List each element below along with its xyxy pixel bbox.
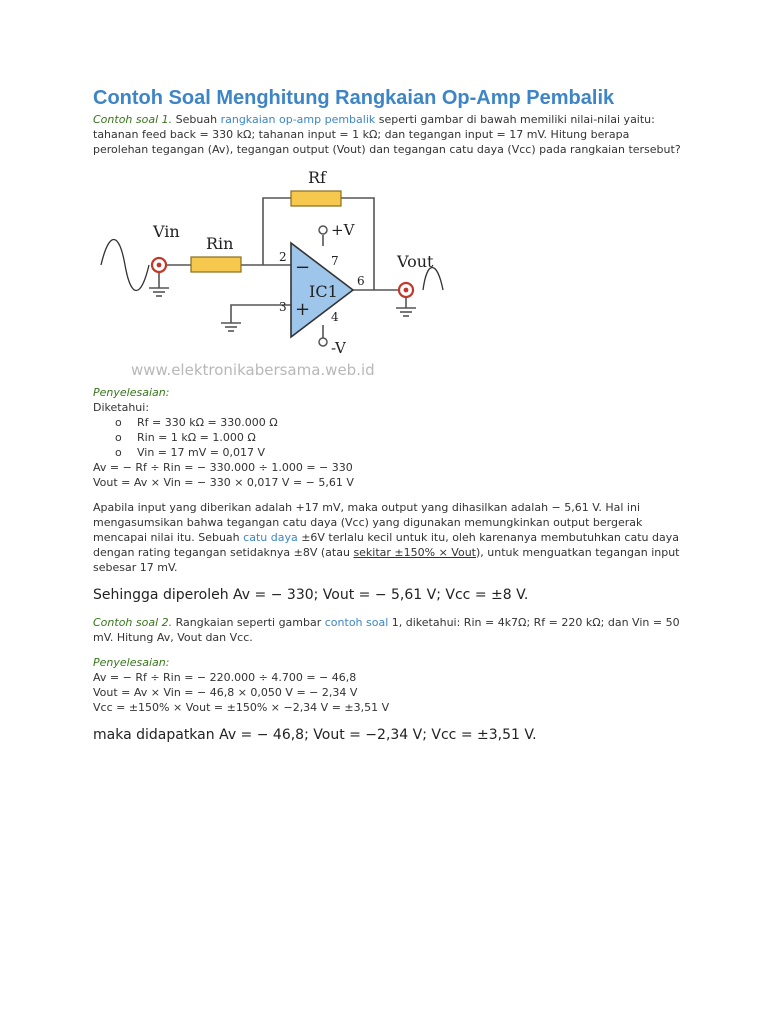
circuit-diagram <box>91 163 683 381</box>
solution-2-vout: Vout = Av × Vin = − 46,8 × 0,050 V = − 2,34 V <box>93 686 358 699</box>
solution-2-av: Av = − Rf ÷ Rin = − 220.000 ÷ 4.700 = − 46,8 <box>93 671 357 684</box>
bullet: o <box>115 416 122 429</box>
example-1-intro <box>93 112 683 157</box>
label-pin-2: 2 <box>279 250 287 264</box>
solution-1-av: Av = − Rf ÷ Rin = − 330.000 ÷ 1.000 = − 330 <box>93 461 353 474</box>
link-catu-daya[interactable]: catu daya <box>243 531 298 544</box>
label-pin-6: 6 <box>357 274 365 288</box>
inverting-opamp-schematic <box>91 163 434 381</box>
label-plus-v: +V <box>331 221 355 239</box>
input-sine-wave-icon <box>101 240 149 291</box>
solution-2-vcc: Vcc = ±150% × Vout = ±150% × −2,34 V = ±3,51 V <box>93 701 390 714</box>
label-vout: Vout <box>397 252 434 271</box>
example-2-label: Contoh soal 2. <box>93 616 173 629</box>
page-title: Contoh Soal Menghitung Rangkaian Op-Amp Pembalik <box>93 87 615 109</box>
bullet: o <box>115 431 122 444</box>
label-rin: Rin <box>206 234 234 253</box>
known-label: Diketahui: <box>93 401 150 414</box>
explanation-paragraph <box>93 500 683 575</box>
label-minus-v: -V <box>331 339 346 357</box>
result-2: maka didapatkan Av = − 46,8; Vout = −2,34 V; Vcc = ±3,51 V. <box>93 727 537 743</box>
rin-resistor-icon <box>191 257 241 272</box>
label-rf: Rf <box>308 168 326 187</box>
label-ic1: IC1 <box>309 282 338 301</box>
paragraph-text-a: Apabila input yang diberikan adalah +17 mV, maka output yang dihasilkan adalah − 5,61 V. Hal ini mengasumsikan bahwa tegangan catu daya (Vcc) yang digunakan memungkinkan output bergerak mencapai nilai itu. Sebuah <box>93 501 643 544</box>
example-1-label: Contoh soal 1. <box>93 113 173 126</box>
known-rin: Rin = 1 kΩ = 1.000 Ω <box>137 431 256 444</box>
label-pin-3: 3 <box>279 300 287 314</box>
list-item <box>115 445 683 460</box>
label-inverting-sign: − <box>295 257 311 278</box>
article <box>93 86 683 745</box>
label-vin: Vin <box>153 222 180 241</box>
link-rangkaian-op-amp[interactable]: rangkaian op-amp pembalik <box>220 113 376 126</box>
intro-text-b: seperti gambar di bawah memiliki nilai-nilai yaitu: tahanan feed back = 330 kΩ; tahanan input = 1 kΩ; dan tegangan input = 17 mV. Hitung berapa perolehan tegangan (Av), tegangan output (Vout) dan tegangan catu daya (Vcc) pada rangkaian tersebut? <box>93 113 681 156</box>
rf-resistor-icon <box>291 191 341 206</box>
negative-supply-node-icon <box>319 338 327 346</box>
positive-supply-node-icon <box>319 226 327 234</box>
paragraph-underlined: sekitar ±150% × Vout <box>353 546 476 559</box>
result-1: Sehingga diperoleh Av = − 330; Vout = − 5,61 V; Vcc = ±8 V. <box>93 587 529 603</box>
label-noninverting-sign: + <box>295 299 311 320</box>
example-2-intro <box>93 615 683 645</box>
paragraph-text-b: ±6V terlalu kecil untuk itu, oleh karenanya membutuhkan catu daya dengan rating tegangan setidaknya ±8V (atau <box>93 531 679 559</box>
solution-1-heading: Penyelesaian: <box>93 386 170 399</box>
known-rf: Rf = 330 kΩ = 330.000 Ω <box>137 416 278 429</box>
label-pin-7: 7 <box>331 254 339 268</box>
solution-2-heading: Penyelesaian: <box>93 656 170 669</box>
label-pin-4: 4 <box>331 310 339 324</box>
paragraph-text-c: ), untuk menguatkan tegangan input sebesar 17 mV. <box>93 546 680 574</box>
list-item <box>115 415 683 430</box>
link-contoh-soal[interactable]: contoh soal <box>324 616 389 629</box>
example-2-text-a: Rangkaian seperti gambar <box>172 616 325 629</box>
bullet: o <box>115 446 122 459</box>
intro-text-a: Sebuah <box>172 113 221 126</box>
known-vin: Vin = 17 mV = 0,017 V <box>137 446 265 459</box>
list-item <box>115 430 683 445</box>
watermark: www.elektronikabersama.web.id <box>131 361 375 379</box>
solution-1-vout: Vout = Av × Vin = − 330 × 0,017 V = − 5,61 V <box>93 476 354 489</box>
example-2-text-b: 1, diketahui: Rin = 4k7Ω; Rf = 220 kΩ; dan Vin = 50 mV. Hitung Av, Vout dan Vcc. <box>93 616 680 644</box>
known-values-list <box>93 415 683 460</box>
